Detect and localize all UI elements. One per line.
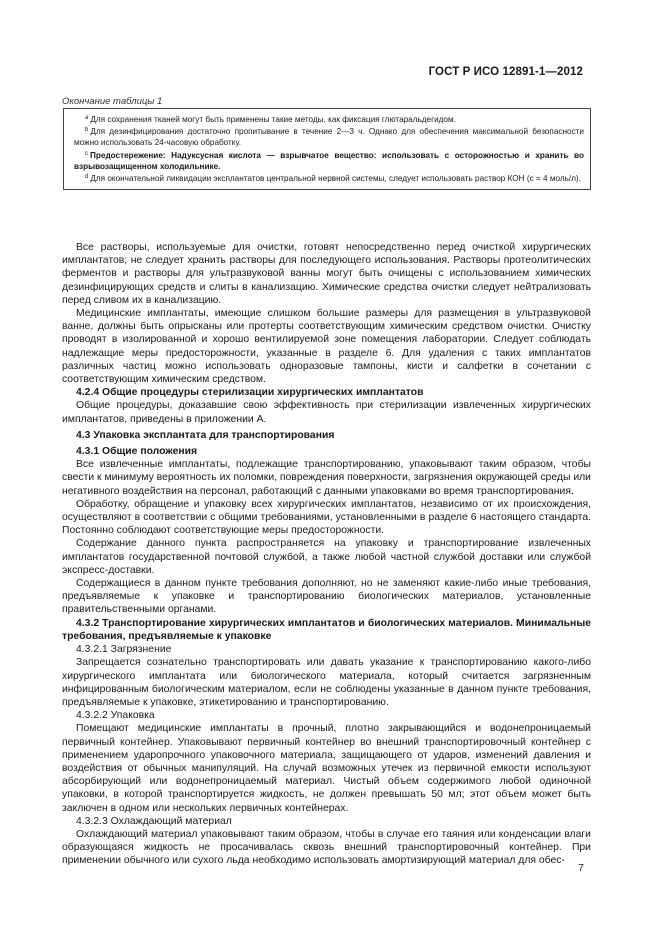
paragraph: Все растворы, используемые для очистки, готовят непосредственно перед очисткой хирургических имплантатов; не следует хранить растворы для последующего использования. Растворы протеолитических ферментов и растворы для ультразвуковой ванны могут быть очищены с использованием химических дезинфицирующих средств и слиты в канализацию. Химические средства очистки следует нейтрализовать перед сливом их в канализацию. (62, 242, 591, 306)
body-text (62, 241, 591, 868)
footnote-text: Для дезинфицирования достаточно пропитывание в течение 2—3 ч. Однако для обеспечения максимальной безопасности можно использовать 24-часовую обработку. (74, 127, 584, 148)
paragraph: Содержание данного пункта распространяется на упаковку и транспортирование извлеченных имплантатов государственной почтовой службой, а также любой частной службой доставки или службой экспресс-доставки. (62, 538, 591, 576)
footnote-mark: a (85, 115, 89, 121)
section-heading-4-3-2: 4.3.2 Транспортирование хирургических имплантатов и биологических материалов. Минимальные требования, предъявляемые к упаковке (62, 617, 591, 642)
paragraph: Общие процедуры, доказавшие свою эффективность при стерилизации извлеченных хирургических имплантатов, приведены в приложении А. (62, 400, 591, 425)
footnote-text: Для окончательной ликвидации эксплантатов центральной нервной системы, следует использовать раствор КОН (с = 4 моль/л). (90, 174, 581, 184)
footnote-warning: Предостережение: Надуксусная кислота — взрывчатое вещество: использовать с осторожностью и хранить во взрывозащищенном холодильнике. (74, 150, 584, 171)
footnote-b (74, 125, 584, 148)
footnote-c (74, 149, 584, 172)
section-heading-4-3: 4.3 Упаковка эксплантата для транспортирования (76, 429, 335, 441)
subsection-heading-4-3-2-3: 4.3.2.3 Охлаждающий материал (76, 815, 232, 827)
subsection-heading-4-3-2-1: 4.3.2.1 Загрязнение (76, 644, 172, 656)
footnote-d (74, 172, 584, 184)
footnote-text: Для сохранения тканей могут быть применены такие методы, как фиксация глютаральдегидом. (90, 115, 456, 124)
section-heading-4-3-1: 4.3.1 Общие положения (76, 446, 198, 458)
paragraph: Помещают медицинские имплантаты в прочный, плотно закрывающийся и водонепроницаемый первичный контейнер. Упаковывают первичный контейнер во внешний транспортировочный контейнер с применением ударопрочного упаковочного материала, защищающего от ударов, изменений давления и воздействия от обычных манипуляций. На случай возможных утечек из первичной емкости используют абсорбирующий или водонепроницаемый материал. Чистый объем содержимого любой одиночной упаковки, в которой транспортируется жидкость, не должен превышать 50 мл; этот объем может быть заключен в одном или нескольких первичных контейнерах. (62, 723, 591, 814)
table-footnotes (63, 108, 591, 190)
paragraph: Содержащиеся в данном пункте требования дополняют, но не заменяют какие-либо иные требования, предъявляемые к упаковке и транспортированию биологических материалов, установленные правительственными органами. (62, 578, 591, 616)
footnote-mark: c (85, 150, 88, 157)
paragraph: Охлаждающий материал упаковывают таким образом, чтобы в случае его таяния или конденсации влаги образующаяся жидкость не просачивалась сквозь внешний транспортировочный контейнер. При применении обычного или сухого льда необходимо использовать амортизирующий материал для обес- (62, 828, 591, 867)
footnote-a (74, 113, 584, 125)
page-number: 7 (578, 862, 584, 874)
paragraph: Все извлеченные имплантаты, подлежащие транспортированию, упаковывают таким образом, чтобы свести к минимуму вероятность их поломки, повреждения поверхности, загрязнения окружающей среды или негативного воздействия на персонал, работающий с данными упаковками во время транспортирования. (62, 459, 591, 497)
footnote-mark: d (85, 174, 89, 181)
paragraph: Медицинские имплантаты, имеющие слишком большие размеры для размещения в ультразвуковой ванне, должны быть опрысканы или протерты соответствующим химическим средством очистки. Очистку проводят в изолированной и хорошо вентилируемой зоне помещения лаборатории. Следует соблюдать надлежащие меры предосторожности, указанные в разделе 6. Для удаления с таких имплантатов различных частиц можно использовать одноразовые тампоны, кисти и салфетки в сочетании с соответствующим химическим средством. (62, 308, 591, 386)
section-heading-4-2-4: 4.2.4 Общие процедуры стерилизации хирургических имплантатов (76, 387, 424, 399)
paragraph: Запрещается сознательно транспортировать или давать указание к транспортированию какого-либо хирургического имплантата или биологического материала, который считается загрязненным инфицированным биологическим материалом, если не соблюдены указанные в данном пункте требования, предъявляемые к упаковке, этикетированию и транспортированию. (62, 657, 591, 708)
paragraph: Обработку, обращение и упаковку всех хирургических имплантатов, независимо от их происхождения, осуществляют в соответствии с общими требованиями, установленными в разделе 6 настоящего стандарта. Постоянно соблюдают соответствующие меры предосторожности. (62, 498, 591, 537)
subsection-heading-4-3-2-2: 4.3.2.2 Упаковка (76, 710, 155, 722)
table-caption: Окончание таблицы 1 (62, 96, 163, 107)
standard-header: ГОСТ Р ИСО 12891-1—2012 (428, 66, 583, 78)
footnote-mark: b (85, 127, 89, 134)
